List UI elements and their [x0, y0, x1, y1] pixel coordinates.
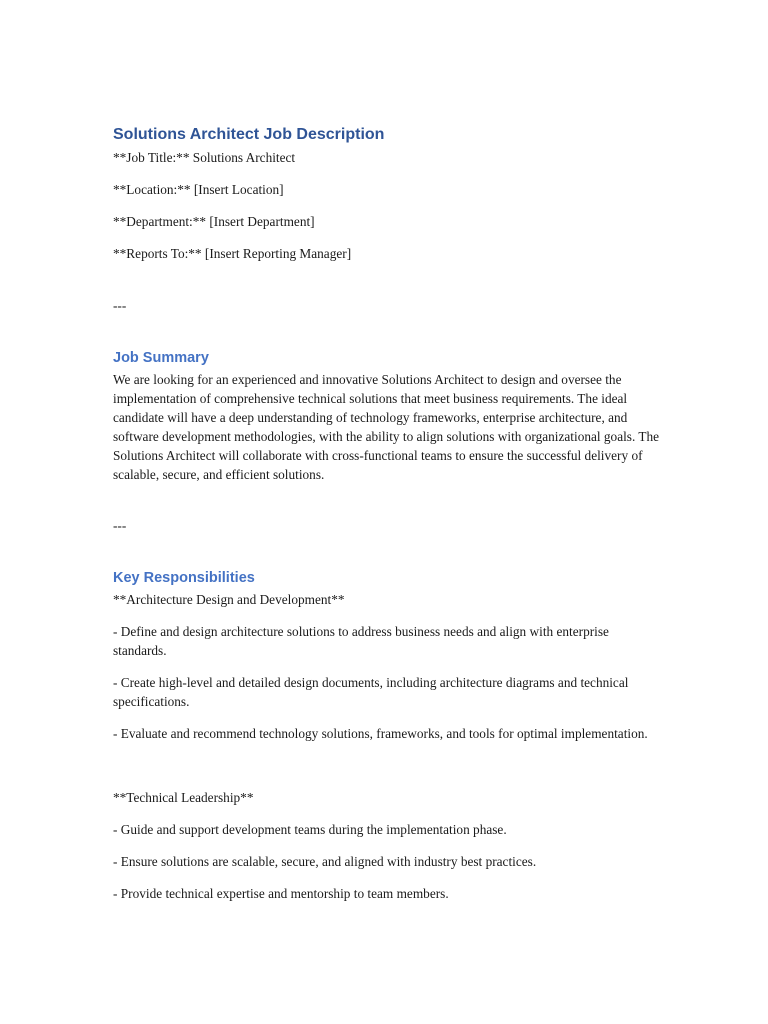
list-item: - Provide technical expertise and mentorship to team members.	[113, 886, 449, 901]
field-location: **Location:** [Insert Location]	[113, 182, 284, 197]
list-item: - Ensure solutions are scalable, secure, and aligned with industry best practices.	[113, 854, 537, 869]
field-department: **Department:** [Insert Department]	[113, 214, 315, 229]
list-item: - Create high-level and detailed design documents, including architecture diagrams and technical specifications.	[113, 675, 629, 709]
list-item: - Define and design architecture solutions to address business needs and align with enterprise standards.	[113, 624, 609, 658]
key-responsibilities-heading: Key Responsibilities	[113, 570, 255, 586]
separator-2: ---	[113, 518, 127, 533]
document-body	[113, 125, 661, 903]
list-item: - Guide and support development teams during the implementation phase.	[113, 822, 507, 837]
list-item: - Evaluate and recommend technology solutions, frameworks, and tools for optimal implementation.	[113, 726, 648, 741]
field-job-title: **Job Title:** Solutions Architect	[113, 150, 296, 165]
field-reports-to: **Reports To:** [Insert Reporting Manager]	[113, 246, 352, 261]
document-title: Solutions Architect Job Description	[113, 126, 385, 143]
separator-1: ---	[113, 298, 127, 313]
job-summary-body: We are looking for an experienced and innovative Solutions Architect to design and oversee the implementation of comprehensive technical solutions that meet business requirements. The ideal candidate will have a deep understanding of technology frameworks, enterprise architecture, and software development methodologies, with the ability to align solutions with organizational goals. The Solutions Architect will collaborate with cross-functional teams to ensure the successful delivery of scalable, secure, and efficient solutions.	[113, 372, 660, 482]
leadership-subheading: **Technical Leadership**	[113, 790, 254, 805]
architecture-subheading: **Architecture Design and Development**	[113, 592, 345, 607]
job-summary-heading: Job Summary	[113, 350, 209, 366]
